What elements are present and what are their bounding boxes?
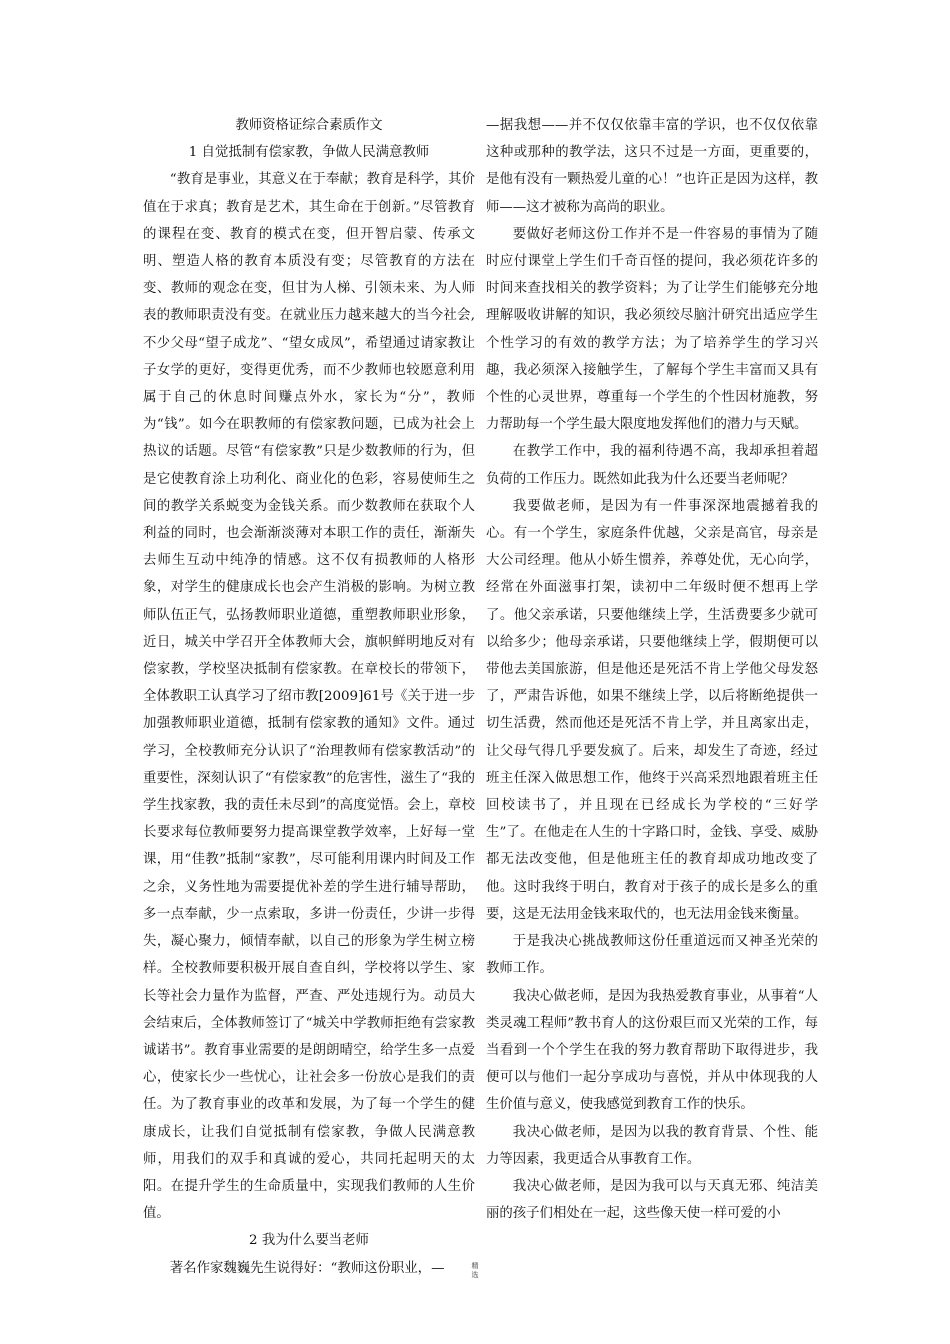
body-paragraph: 我决心做老师，是因为以我的教育背景、个性、能力等因素，我更适合从事教育工作。	[486, 1124, 818, 1167]
body-paragraph: 要做好老师这份工作并不是一件容易的事情为了随时应付课堂上学生们千奇百怪的提问，我必须花许多的时间来查找相关的教学资料；为了让学生们能够充分地理解吸收讲解的知识，我必须绞尽脑汁研究出适应学生个性学习的有效的教学方法；为了培养学生的学习兴趣，我必须深入接触学生，了解每个学生丰富而又具有个性的心灵世界，尊重每一个学生的个性因材施教，努力帮助每一个学生最大限度地发挥他们的潜力与天赋。	[486, 226, 818, 433]
section-heading-1: 1 自觉抵制有偿家教，争做人民满意教师	[188, 145, 430, 161]
body-paragraph: 我决心做老师，是因为我可以与天真无邪、纯洁美丽的孩子们相处在一起，这些像天使一样可爱的小	[486, 1178, 818, 1222]
body-paragraph: 于是我决心挑战教师这份任重道远而又神圣光荣的教师工作。	[486, 934, 818, 977]
page-footer	[0, 1262, 950, 1280]
footer-line-1: 精	[471, 1262, 479, 1270]
quote-continuation-paragraph: —据我想——并不仅仅依靠丰富的学识，也不仅仅依靠这种或那种的教学法，这只不过是一方面，更重要的，是他有没有一颗热爱儿童的心！”也许正是因为这样，教师——这才被称为高尚的职业。	[486, 118, 818, 215]
document-title: 教师资格证综合素质作文	[235, 118, 383, 133]
left-column	[143, 112, 475, 1282]
section-2-intro-paragraph: 著名作家魏巍先生说得好：“教师这份职业，—	[169, 1260, 445, 1276]
body-paragraph: 我决心做老师，是因为我热爱教育事业，从事着“人类灵魂工程师”教书育人的这份艰巨而又光荣的工作，每当看到一个个学生在我的努力教育帮助下取得进步，我便可以与他们一起分享成功与喜悦，并从中体现我的人生价值与意义，使我感觉到教育工作的快乐。	[486, 988, 818, 1113]
right-column	[486, 112, 818, 1227]
section-1-paragraph: “教育是事业，其意义在于奉献；教育是科学，其价值在于求真；教育是艺术，其生命在于创新。”尽管教育的课程在变、教育的模式在变，但开智启蒙、传承文明、塑造人格的教育本质没有变；尽管教育的方法在变、教师的观念在变，但甘为人梯、引领未来、为人师表的教师职责没有变。在就业压力越来越大的当今社会,不少父母“望子成龙”、“望女成凤”，希望通过请家教让子女学的更好，变得更优秀，而不少教师也较愿意利用属于自己的休息时间赚点外水，家长为“分”，教师为“钱”。如今在职教师的有偿家教问题，已成为社会上热议的话题。尽管“有偿家教”只是少数教师的行为，但是它使教育涂上功利化、商业化的色彩，容易使师生之间的教学关系蜕变为金钱关系。而少数教师在获取个人利益的同时，也会渐渐淡薄对本职工作的责任，渐渐失去师生互动中纯净的情感。这不仅有损教师的人格形象，对学生的健康成长也会产生消极的影响。为树立教师队伍正气，弘扬教师职业道德，重塑教师职业形象，近日，城关中学召开全体教师大会，旗帜鲜明地反对有偿家教，学校坚决抵制有偿家教。在章校长的带领下，全体教职工认真学习了绍市教[2009]61号《关于进一步加强教师职业道德，抵制有偿家教的通知》文件。通过学习，全校教师充分认识了“治理教师有偿家教活动”的重要性，深刻认识了“有偿家教”的危害性，滋生了“我的学生找家教，我的责任未尽到”的高度觉悟。会上，章校长要求每位教师要努力提高课堂教学效率，上好每一堂课，用“佳教”抵制“家教”，尽可能利用课内时间及工作之余，义务性地为需要提优补差的学生进行辅导帮助，多一点奉献，少一点索取，多讲一份责任，少讲一步得失，凝心聚力，倾情奉献，以自己的形象为学生树立榜样。全校教师要积极开展自查自纠，学校将以学生、家长等社会力量作为监督，严查、严处违规行为。动员大会结束后，全体教师签订了“城关中学教师拒绝有尝家教诚诺书”。教育事业需要的是朗朗晴空，给学生多一点爱心，使家长少一些忧心，让社会多一份放心是我们的责任。为了教育事业的改革和发展，为了每一个学生的健康成长，让我们自觉抵制有偿家教，争做人民满意教师，用我们的双手和真诚的爱心，共同托起明天的太阳。在提升学生的生命质量中，实现我们教师的人生价值。	[143, 172, 475, 1222]
body-paragraph: 在教学工作中，我的福利待遇不高，我却承担着超负荷的工作压力。既然如此我为什么还要当老师呢？	[486, 444, 818, 487]
footer-line-2: 选	[471, 1271, 479, 1279]
body-paragraph: 我要做老师，是因为有一件事深深地震撼着我的心。有一个学生，家庭条件优越，父亲是高官，母亲是大公司经理。他从小娇生惯养，养尊处优，无心向学，经常在外面滋事打架，读初中二年级时便不想再上学了。他父亲承诺，只要他继续上学，生活费要多少就可以给多少；他母亲承诺，只要他继续上学，假期便可以带他去美国旅游，但是他还是死活不肯上学他父母发怒了，严肃告诉他，如果不继续上学，以后将断绝提供一切生活费，然而他还是死活不肯上学，并且离家出走，让父母气得几乎要发疯了。后来，却发生了奇迹，经过班主任深入做思想工作，他终于兴高采烈地跟着班主任回校读书了，并且现在已经成长为学校的“三好学生”了。在他走在人生的十字路口时，金钱、享受、威胁都无法改变他，但是他班主任的教育却成功地改变了他。这时我终于明白，教育对于孩子的成长是多么的重要，这是无法用金钱来取代的，也无法用金钱来衡量。	[486, 498, 818, 922]
section-heading-2: 2 我为什么要当老师	[249, 1233, 369, 1249]
